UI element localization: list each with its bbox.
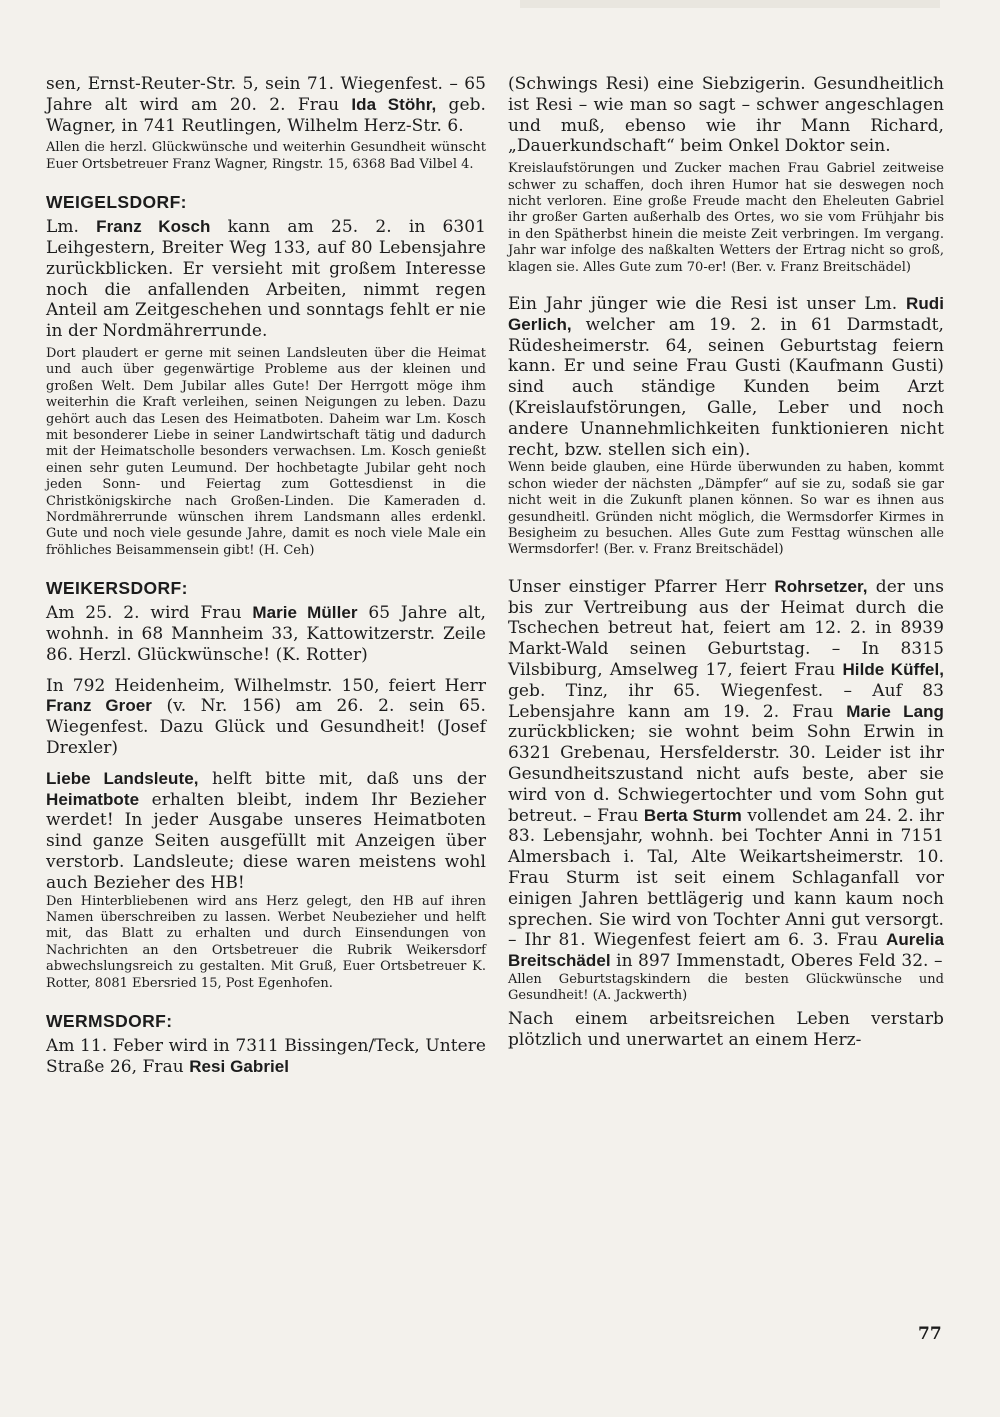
paragraph: Am 11. Feber wird in 7311 Bissingen/Teck, Untere Straße 26, Frau Resi Gabriel [46,1036,486,1077]
paragraph-small: Allen Geburtstagskindern die besten Glückwünsche und Gesundheit! (A. Jackwerth) [508,971,944,1004]
left-column [46,74,486,1078]
name-bold: Rohrsetzer, [774,576,868,596]
name-bold: Hilde Küffel, [842,660,944,680]
paragraph: Unser einstiger Pfarrer Herr Rohrsetzer, der uns bis zur Vertreibung aus der Heimat durch die Tschechen betreut hat, feiert am 12. 2. in 8939 Markt-Wald seinen Geburtstag. – In 8315 Vilsbiburg, Amselweg 17, feiert Frau Hilde Küffel, geb. Tinz, ihr 65. Wiegenfest. – Auf 83 Lebensjahre kann am 19. 2. Frau Marie Lang zurückblicken; sie wohnt beim Sohn Erwin in 6321 Grebenau, Hersfelderstr. 30. Leider ist ihr Gesundheitszustand nicht aufs beste, aber sie wird von d. Schwiegertochter und vom Sohn gut betreut. – Frau Berta Sturm vollendet am 24. 2. ihr 83. Lebensjahr, wohnh. bei Tochter Anni in 7151 Almersbach i. Tal, Alte Weikartsheimerstr. 10. Frau Sturm ist seit einem Schlaganfall vor einigen Jahren bettlägerig und kann kaum noch sprechen. Sie wird von Tochter Anni gut versorgt. – Ihr 81. Wiegenfest feiert am 6. 3. Frau Aurelia Breitschädel in 897 Immenstadt, Oberes Feld 32. – [508,576,944,972]
paragraph-small: Dort plaudert er gerne mit seinen Landsleuten über die Heimat und auch über gegenwärtige Probleme aus der kleinen und großen Welt. Dem Jubilar alles Gute! Der Herrgott möge ihm weiterhin die Kraft verleihen, seinen Neigungen zu leben. Dazu gehört auch das Lesen des Heimatboten. Daheim war Lm. Kosch mit besonderer Liebe in seiner Landwirtschaft tätig und dadurch mit der Heimatscholle besonders verwachsen. Lm. Kosch genießt einen sehr guten Leumund. Der hochbetagte Jubilar geht noch jeden Sonn- und Feiertag zum Gottesdienst in die Christkönigskirche nach Großen-Linden. Die Kameraden d. Nordmährerrunde wünschen ihrem Landsmann alles erdenkl. Gute und noch viele gesunde Jahre, damit es noch viele Male ein fröhliches Beisammensein gibt! (H. Ceh) [46,345,486,558]
paragraph: Nach einem arbeitsreichen Leben verstarb plötzlich und unerwartet an einem Herz- [508,1008,944,1050]
paragraph: Am 25. 2. wird Frau Marie Müller 65 Jahre alt, wohnh. in 68 Mannheim 33, Kattowitzerstr. Zeile 86. Herzl. Glückwünsche! (K. Rotter) [46,603,486,665]
paragraph-small: Den Hinterbliebenen wird ans Herz gelegt, den HB auf ihren Namen überschreiben zu lassen. Werbet Neubezieher und helft mit, das Blatt zu erhalten und durch Einsendungen von Nachrichten an den Ortsbetreuer die Rubrik Weikersdorf abwechslungsreich zu gestalten. Mit Gruß, Euer Ortsbetreuer K. Rotter, 8081 Ebersried 15, Post Egenhofen. [46,893,486,991]
bold-phrase: Liebe Landsleute, [46,768,199,788]
right-column [508,74,944,1050]
paragraph-small: Wenn beide glauben, eine Hürde überwunden zu haben, kommt schon wieder der nächsten „Dämpfer“ auf sie zu, sodaß sie gar nicht weit in die Zukunft planen können. So war es ihnen aus gesundheitl. Gründen nicht möglich, die Wermsdorfer Kirmes in Besigheim zu besuchen. Alles Gute zum Festtag wünschen alle Wermsdorfer! (Ber. v. Franz Breitschädel) [508,460,944,558]
name-bold: Berta Sturm [643,805,742,825]
show-through-shadow [520,0,940,8]
name-bold: Franz Kosch [96,217,211,237]
paragraph-small: Allen die herzl. Glückwünsche und weiterhin Gesundheit wünscht Euer Ortsbetreuer Franz Wagner, Ringstr. 15, 6368 Bad Vilbel 4. [46,140,486,172]
name-bold: Marie Lang [846,701,944,721]
section-heading-weigelsdorf: WEIGELSDORF: [46,192,187,213]
section-heading-wermsdorf: WERMSDORF: [46,1011,173,1032]
page-number: 77 [918,1324,942,1344]
name-bold: Resi Gabriel [189,1056,290,1076]
paragraph: Ein Jahr jünger wie die Resi ist unser Lm. Rudi Gerlich, welcher am 19. 2. in 61 Darmstadt, Rüdesheimerstr. 64, seinen Geburtstag feiern kann. Er und seine Frau Gusti (Kaufmann Gusti) sind auch ständige Kunden beim Arzt (Kreislaufstörungen, Galle, Leber und noch andere Unannehmlichkeiten funktionieren nicht recht, bzw. stellen sich ein). [508,294,944,460]
section-heading-weikersdorf: WEIKERSDORF: [46,578,188,599]
paragraph: sen, Ernst-Reuter-Str. 5, sein 71. Wiegenfest. – 65 Jahre alt wird am 20. 2. Frau Ida Stöhr, geb. Wagner, in 741 Reutlingen, Wilhelm Herz-Str. 6. [46,74,486,136]
name-bold: Marie Müller [252,603,358,623]
name-bold: Aurelia Breitschädel [508,930,944,971]
name-bold: Franz Groer [46,696,152,716]
bold-phrase: Heimatbote [46,789,140,809]
name-bold: Ida Stöhr, [351,94,437,114]
name-bold: Rudi Gerlich, [508,294,944,334]
paragraph: Liebe Landsleute, helft bitte mit, daß uns der Heimatbote erhalten bleibt, indem Ihr Bezieher werdet! In jeder Ausgabe unseres Heimatboten sind ganze Seiten ausgefüllt mit Anzeigen über verstorb. Landsleute; diese waren meistens wohl auch Bezieher des HB! [46,768,486,893]
paragraph: In 792 Heidenheim, Wilhelmstr. 150, feiert Herr Franz Groer (v. Nr. 156) am 26. 2. sein 65. Wiegenfest. Dazu Glück und Gesundheit! (Josef Drexler) [46,675,487,759]
paragraph: (Schwings Resi) eine Siebzigerin. Gesundheitlich ist Resi – wie man so sagt – schwer angeschlagen und muß, ebenso wie ihr Mann Richard, „Dauerkundschaft“ beim Onkel Doktor sein. [508,74,944,157]
paragraph-small: Kreislaufstörungen und Zucker machen Frau Gabriel zeitweise schwer zu schaffen, doch ihren Humor hat sie deswegen noch nicht verloren. Eine große Freude macht den Eheleuten Gabriel ihr großer Garten außerhalb des Ortes, wo sie vom Frühjahr bis in den Spätherbst hinein die meiste Zeit verbringen. Im vergang. Jahr war infolge des naßkalten Wetters der Ertrag nicht so groß, klagen sie. Alles Gute zum 70-er! (Ber. v. Franz Breitschädel) [508,161,944,275]
paragraph: Lm. Franz Kosch kann am 25. 2. in 6301 Leihgestern, Breiter Weg 133, auf 80 Lebensjahre zurückblicken. Er versieht mit großem Interesse noch die anfallenden Arbeiten, nimmt regen Anteil am Zeitgeschehen und sonntags fehlt er nie in der Nordmährerrunde. [46,217,486,342]
